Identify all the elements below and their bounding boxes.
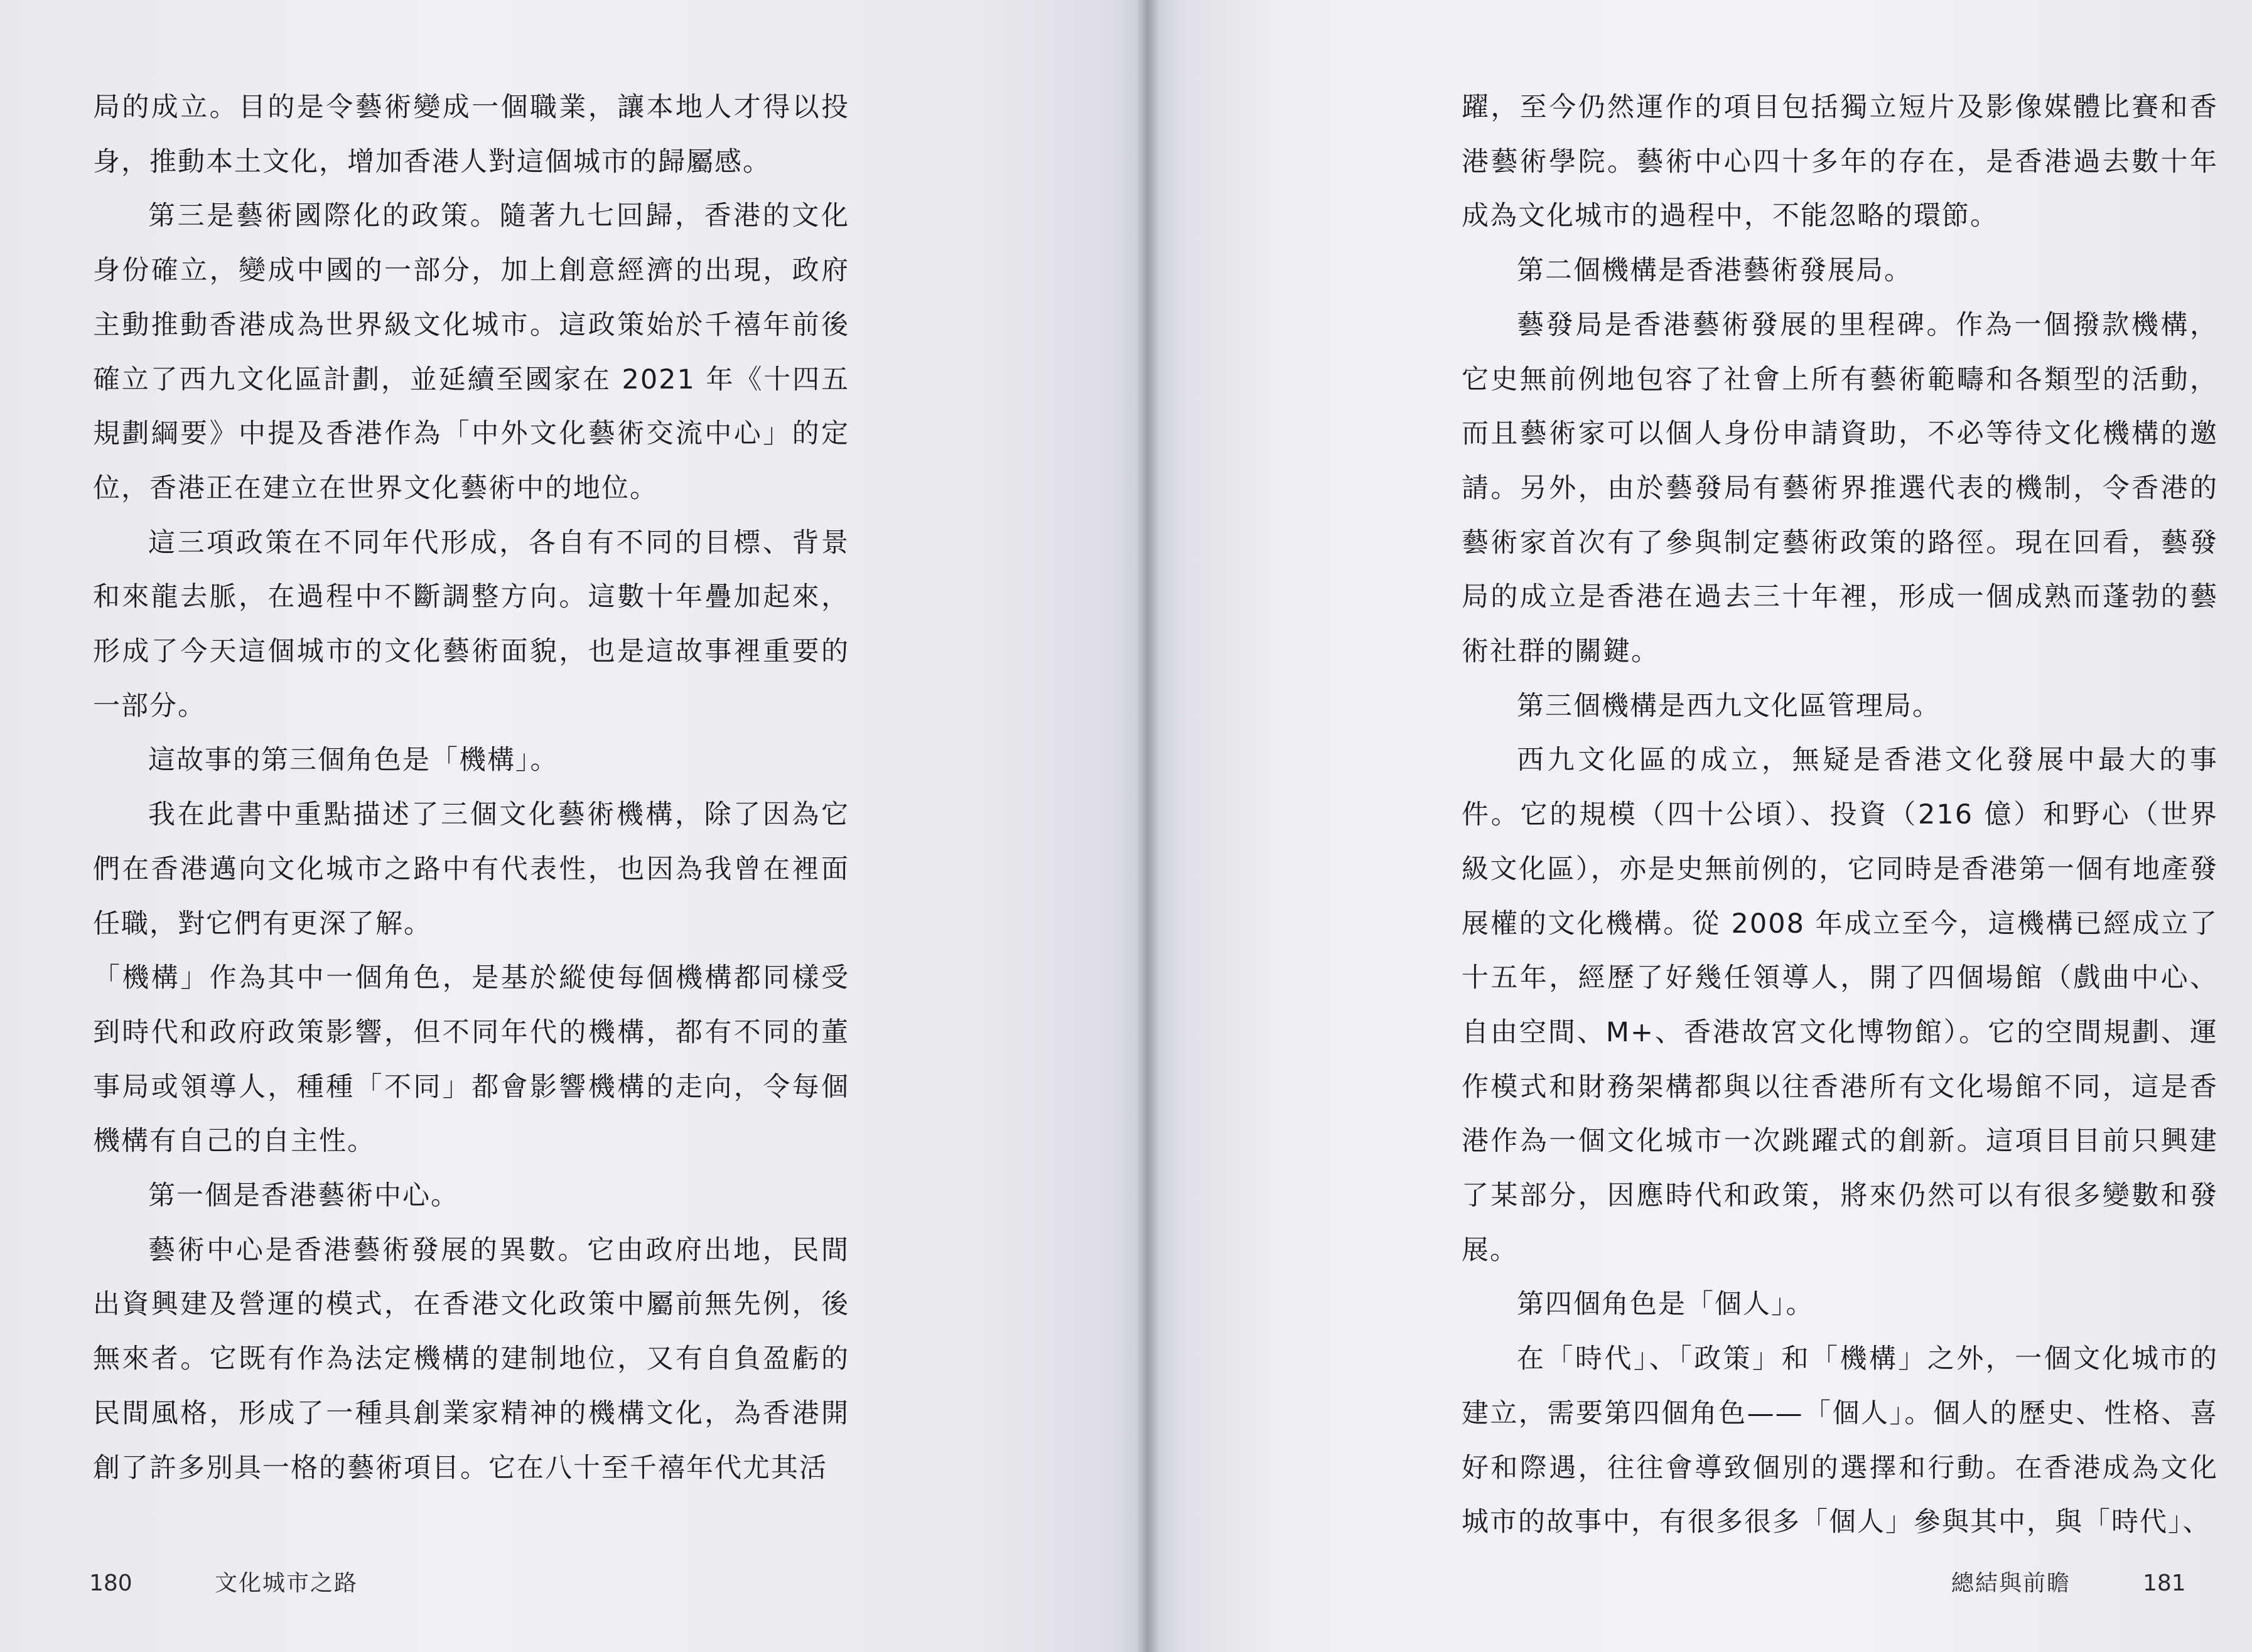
paragraph: 這三項政策在不同年代形成，各自有不同的目標、背景和來龍去脈，在過程中不斷調整方向。這數十年疊加起來，形成了今天這個城市的文化藝術面貌，也是這故事裡重要的一部分。 (93, 527, 849, 722)
left-page-body (93, 80, 849, 1495)
book-gutter-shadow (1136, 0, 1159, 1652)
paragraph: 我在此書中重點描述了三個文化藝術機構，除了因為它們在香港邁向文化城市之路中有代表性，也因為我曾在裡面任職，對它們有更深了解。 (93, 799, 849, 940)
paragraph: 第一個是香港藝術中心。 (148, 1180, 459, 1212)
right-page-body (1462, 80, 2218, 1550)
page-number: 180 (89, 1570, 132, 1596)
paragraph: 第三個機構是西九文化區管理局。 (1517, 690, 1941, 722)
paragraph: 「機構」作為其中一個角色，是基於縱使每個機構都同樣受到時代和政府政策影響，但不同年代的機構，都有不同的董事局或領導人，種種「不同」都會影響機構的走向，令每個機構有自己的自主性。 (93, 962, 849, 1157)
paragraph: 躍，至今仍然運作的項目包括獨立短片及影像媒體比賽和香港藝術學院。藝術中心四十多年的存在，是香港過去數十年成為文化城市的過程中，不能忽略的環節。 (1462, 92, 2218, 232)
running-head: 總結與前瞻 (1951, 1570, 2071, 1596)
paragraph: 第二個機構是香港藝術發展局。 (1517, 255, 1912, 287)
paragraph: 第三是藝術國際化的政策。隨著九七回歸，香港的文化身份確立，變成中國的一部分，加上創意經濟的出現，政府主動推動香港成為世界級文化城市。這政策始於千禧年前後確立了西九文化區計劃，並延續至國家在 2021 年《十四五規劃綱要》中提及香港作為「中外文化藝術交流中心」的定位，香港正在建立在世界文化藝術中的地位。 (93, 200, 849, 504)
right-page (1148, 0, 2252, 1652)
paragraph: 這故事的第三個角色是「機構」。 (148, 744, 559, 776)
running-head: 文化城市之路 (215, 1570, 358, 1596)
paragraph: 藝發局是香港藝術發展的里程碑。作為一個撥款機構，它史無前例地包容了社會上所有藝術範疇和各類型的活動，而且藝術家可以個人身份申請資助，不必等待文化機構的邀請。另外，由於藝發局有藝術界推選代表的機制，令香港的藝術家首次有了參與制定藝術政策的路徑。現在回看，藝發局的成立是香港在過去三十年裡，形成一個成熟而蓬勃的藝術社群的關鍵。 (1462, 309, 2218, 668)
page-number: 181 (2143, 1570, 2186, 1596)
paragraph: 藝術中心是香港藝術發展的異數。它由政府出地，民間出資興建及營運的模式，在香港文化政策中屬前無先例，後無來者。它既有作為法定機構的建制地位，又有自負盈虧的民間風格，形成了一種具創業家精神的機構文化，為香港開創了許多別具一格的藝術項目。它在八十至千禧年代尤其活 (93, 1234, 849, 1484)
paragraph: 局的成立。目的是令藝術變成一個職業，讓本地人才得以投身，推動本土文化，增加香港人對這個城市的歸屬感。 (93, 92, 849, 178)
paragraph: 西九文化區的成立，無疑是香港文化發展中最大的事件。它的規模（四十公頃）、投資（216 億）和野心（世界級文化區），亦是史無前例的，它同時是香港第一個有地產發展權的文化機構。從 2008 年成立至今，這機構已經成立了十五年，經歷了好幾任領導人，開了四個場館（戲曲中心、自由空間、M+、香港故宮文化博物館）。它的空間規劃、運作模式和財務架構都與以往香港所有文化場館不同，這是香港作為一個文化城市一次跳躍式的創新。這項目目前只興建了某部分，因應時代和政策，將來仍然可以有很多變數和發展。 (1462, 744, 2218, 1266)
paragraph: 第四個角色是「個人」。 (1517, 1289, 1814, 1321)
paragraph: 在「時代」、「政策」和「機構」之外，一個文化城市的建立，需要第四個角色——「個人」。個人的歷史、性格、喜好和際遇，往往會導致個別的選擇和行動。在香港成為文化城市的故事中，有很多很多「個人」參與其中，與「時代」、 (1462, 1343, 2218, 1538)
